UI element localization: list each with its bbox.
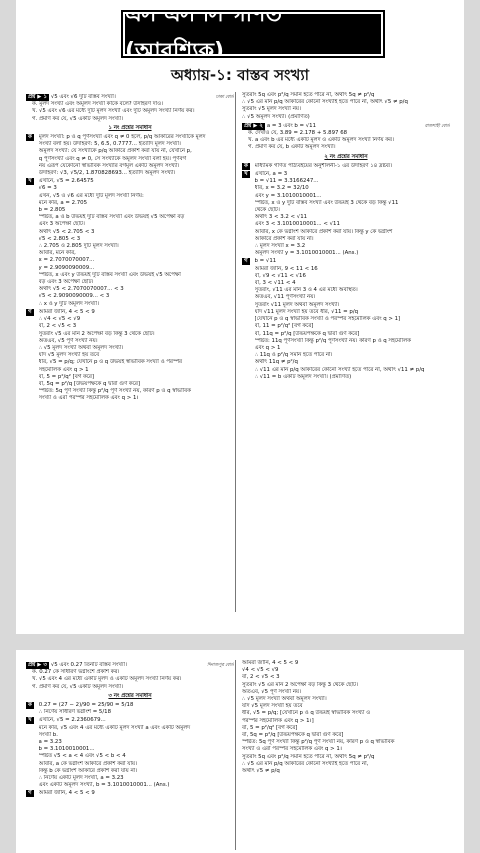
- sub-question: গ. প্রমাণ কর যে, √5 একটি অমূলদ সংখ্যা।: [32, 683, 124, 690]
- answer-part-tag: গ: [28, 790, 32, 797]
- answer-line: স্পষ্টত: 11q পূর্ণসংখ্যা কিন্তু p²/q পূর্ণসংখ্যা নয়। কারণ p ও q সহমৌলিক: [254, 337, 411, 344]
- answer-line: অর্থাৎ √5 < 2.7070070007... < 3: [38, 286, 124, 293]
- answer-part-tag: খ: [244, 171, 248, 178]
- question-text: a = 3 এবং b = √11: [266, 122, 317, 129]
- answer-lines: [39, 717, 234, 789]
- answer-line: এবং y = 3.1010010001...: [254, 192, 322, 199]
- answer-line: উদাহরণ: √3, √5/2, 1.870828693... ইত্যাদি অমূলদ সংখ্যা।: [38, 170, 176, 177]
- answer-line: অমূলদ সংখ্যা y = 3.1010010001... (Ans.): [254, 250, 359, 257]
- answer-line: কিন্তু b কে ভগ্নাংশ আকারে প্রকাশ করা যায় না।: [38, 767, 138, 774]
- answer-line: অর্থাৎ √5 < 2.705 < 3: [38, 228, 95, 235]
- answer-line: অর্থাৎ 11q ≠ p²/q: [254, 359, 298, 366]
- answer-lines: [39, 702, 234, 716]
- question-number-tag: প্রশ্ন ▶ ১: [28, 94, 47, 100]
- answer-line: b = 2.805: [38, 207, 66, 214]
- solution-line: বা, 5 = p²/q² [বর্গ করে]: [242, 724, 298, 731]
- answer-line: স্পষ্টত √5 < a < 4 এবং √5 < b < 4: [38, 753, 126, 760]
- answer-line: সহমৌলিক এবং q > 1: [38, 366, 89, 373]
- answer-line: y = 2.9090090009...: [38, 264, 95, 271]
- answer-line: আকারে প্রকাশ করা যায় না।: [254, 235, 314, 242]
- answer-lines: [39, 309, 234, 403]
- answer-line: বা, 5q = p²/q [উভয়পক্ষকে q দ্বারা গুণ করে]: [38, 380, 140, 387]
- answer-line: ধরি, √5 = p/q; যেখানে p ও q উভয়ই স্বাভাবিক সংখ্যা ও পরস্পর: [38, 359, 183, 366]
- answer-line: ∴ √11 এর মান p/q আকারের কোনো সংখ্যা হতে পারে না, অর্থাৎ √11 ≠ p/q: [254, 366, 425, 373]
- page1-right-column: [242, 92, 450, 381]
- page1-left-column: [26, 92, 234, 403]
- answer-lines: [39, 178, 234, 308]
- question-stem: [242, 123, 450, 130]
- answer-block: [26, 790, 234, 797]
- solution-line: √4 < √5 < √9: [242, 667, 279, 674]
- answer-line: বা, √9 < √11 < √16: [254, 272, 306, 279]
- solution-line: স্পষ্টত: 5q পূর্ণ সংখ্যা কিন্তু p²/q পূর্ণ সংখ্যা নয়, কারণ p ও q স্বাভাবিক: [242, 739, 395, 746]
- answer-block: [242, 163, 450, 170]
- answer-line: সুতরাং, √11 এর মান 3 ও 4 এর মধ্যে অবস্থিত।: [254, 287, 358, 294]
- answer-part-tag: ক: [28, 702, 32, 709]
- question-text: √5 এবং √6 দুটি বাস্তব সংখ্যা।: [50, 94, 116, 100]
- answer-line: বা, 3 < √11 < 4: [254, 280, 296, 287]
- answer-line: এখানে, √5 = 2.64575: [38, 178, 94, 185]
- answer-line: ∴ 11q ও p²/q সমান হতে পারে না।: [254, 352, 333, 359]
- answer-line: a = 3.23: [38, 739, 62, 746]
- answer-line: সুতরাং √5 এর মান 2 অপেক্ষা বড় কিন্তু 3 থেকে ছোট।: [38, 330, 155, 337]
- sub-question: ক. 0.27 কে সাধারণ ভগ্নাংশে প্রকাশ কর।: [32, 669, 120, 676]
- subject-banner: এস এস সি গণিত (আবশ্যিক): [123, 12, 383, 56]
- answer-line: ∴ √5 মূলদ সংখ্যা অথবা অমূলদ সংখ্যা।: [38, 344, 124, 351]
- question-source: ঢাকা বোর্ড: [215, 95, 234, 100]
- sub-question: গ. প্রমাণ কর যে, b একটি অমূলদ সংখ্যা।: [248, 144, 336, 151]
- answer-line: মূলদ সংখ্যা: p ও q পূর্ণসংখ্যা এবং q ≠ 0 হলে, p/q আকারের সংখ্যাকে মূলদ: [38, 134, 206, 141]
- answer-part-tag: খ: [28, 178, 32, 185]
- answer-line: ∴ x ও y দুটি অমূলদ সংখ্যা।: [38, 300, 99, 307]
- answer-line: সংখ্যা b.: [38, 731, 58, 738]
- answer-block: [26, 717, 234, 789]
- book-page-2: [16, 650, 464, 853]
- solution-line: সুতরাং √5 এর মান 2 অপেক্ষা বড় কিন্তু 3 থেকে ছোট।: [242, 681, 358, 688]
- chapter-title: অধ্যায়-১: বাস্তব সংখ্যা: [170, 66, 310, 84]
- answer-line: মনে করি, √5 এবং 4 এর মধ্যে একটি মূলদ সংখ্যা a এবং একটি অমূলদ: [38, 724, 191, 731]
- solution-line: সুতরাং 5q এবং p²/q সমান হতে পারে না, অর্থাৎ 5q ≠ p²/q: [242, 92, 375, 98]
- answer-line: b = √11 = 3.3166247...: [254, 178, 319, 185]
- solution-line: ∴ √5 অমূলদ সংখ্যা। (প্রমাণিত): [242, 113, 310, 120]
- answer-line: এবং একটি অমূলদ সংখ্যা, b = 3.1010010001... (Ans.): [38, 782, 170, 789]
- question-source: রাজশাহী বোর্ড: [424, 123, 450, 129]
- answer-lines: [39, 790, 234, 797]
- solution-line: পরস্পর সহমৌলিক এবং q > 1।]: [242, 717, 314, 724]
- answer-line: অমূলদ সংখ্যা: যে সংখ্যাকে p/q আকারে প্রকাশ করা যায় না, যেখানে p,: [38, 148, 192, 155]
- answer-line: ∴ √4 < √5 < √9: [38, 316, 81, 323]
- page2-right-column: [242, 660, 450, 775]
- answer-line: এবং q > 1: [254, 344, 281, 351]
- answer-line: আবার, a কে ভগ্নাংশ আকারে প্রকাশ করা যায়।: [38, 760, 138, 767]
- answer-line: নয় এরূপ যেকোনো স্বাভাবিক সংখ্যার বর্গমূল একটি অমূলদ সংখ্যা।: [38, 162, 180, 169]
- answer-line: যদি √5 মূলদ সংখ্যা হয় তবে: [38, 352, 100, 359]
- answer-block: [26, 702, 234, 716]
- sub-question: ক. মূলদ সংখ্যা এবং অমূলদ সংখ্যা কাকে বলে? উদাহরণ দাও।: [32, 101, 164, 108]
- question-stem: [26, 662, 234, 669]
- answer-lines: [255, 163, 450, 170]
- answer-line: √6 = 3: [38, 185, 57, 192]
- solution-line: সুতরাং √5 মূলদ সংখ্যা নয়।: [242, 106, 301, 113]
- solution-line: ∴ √5 এর মান p/q আকারের কোনো সংখ্যাই হতে পারে না,: [242, 760, 369, 767]
- answer-line: [যেখানে p ও q স্বাভাবিক সংখ্যা ও পরস্পর সহমৌলিক এবং q > 1]: [254, 316, 401, 323]
- answer-line: মনে করি, a = 2.705: [38, 199, 88, 206]
- answer-lines: [255, 171, 450, 257]
- answer-part-tag: খ: [28, 717, 32, 724]
- answer-line: x = 2.7070070007...: [38, 257, 95, 264]
- answer-line: ধরি, x = 3.2 = 32/10: [254, 185, 309, 192]
- solution-heading: ৩ নং প্রশ্নের সমাধান: [108, 692, 152, 699]
- answer-line: ∴ মূলদ সংখ্যা x = 3.2: [254, 243, 306, 250]
- answer-line: ∴ 2.705 ও 2.805 দুটি মূলদ সংখ্যা।: [38, 243, 119, 250]
- solution-line: অতএব, √5 পূর্ণ সংখ্যা নয়।: [242, 688, 302, 695]
- sub-question: ক. দেখাও যে, 3.89 = 2.178 + 5.897 68: [248, 130, 348, 137]
- answer-line: q পূর্ণসংখ্যা এবং q ≠ 0, সে সংখ্যাকে অমূলদ সংখ্যা বলা হয়। পূর্ণবর্গ: [38, 155, 186, 162]
- answer-part-tag: ক: [28, 134, 32, 141]
- answer-block: [242, 171, 450, 257]
- book-page-1: [16, 0, 464, 634]
- answer-lines: [39, 134, 234, 177]
- solution-heading: ১ নং প্রশ্নের সমাধান: [108, 124, 152, 131]
- answer-line: √5 < 2.9090090009... < 3: [38, 293, 110, 300]
- answer-line: মাধ্যমিক গণিত পাঠ্যবইয়ের অনুশীলনী-১ এর উদাহরণ ১৪ দ্রষ্টব্য।: [254, 162, 393, 169]
- solution-heading: ২ নং প্রশ্নের সমাধান: [324, 153, 368, 160]
- answer-line: বা, 11q = p²/q [উভয়পক্ষকে q দ্বারা গুণ করে]: [254, 330, 360, 337]
- sub-question: গ. প্রমাণ কর যে, √5 একটি অমূলদ সংখ্যা।: [32, 115, 124, 122]
- answer-line: বা, 11 = p²/q² [বর্গ করে]: [254, 323, 314, 330]
- answer-part-tag: ক: [244, 162, 248, 169]
- solution-line: ∴ √5 এর মান p/q আকারের কোনো সংখ্যাই হতে পারে না, অর্থাৎ √5 ≠ p/q: [242, 99, 408, 106]
- answer-line: সংখ্যা ও এরা পরস্পর সহমৌলিক এবং q > 1।: [38, 395, 139, 402]
- answer-line: এখানে, √5 = 2.2360679...: [38, 717, 106, 724]
- solution-line: সংখ্যা ও এরা পরস্পর সহমৌলিক এবং q > 1।: [242, 746, 342, 753]
- answer-line: এখন, √5 ও √6 এর মধ্যে দুটি মূলদ সংখ্যা নির্ণয়:: [38, 192, 144, 199]
- answer-line: b = √11: [254, 258, 277, 265]
- question-text: √5 এবং 0.27 তিনটি বাস্তব সংখ্যা।: [50, 662, 127, 668]
- answer-line: সুতরাং √11 মূলদ অথবা অমূলদ সংখ্যা।: [254, 301, 340, 308]
- question-number-tag: প্রশ্ন ▶ ২: [244, 122, 263, 129]
- answer-line: অতএব, √11 পূর্ণসংখ্যা নয়।: [254, 294, 316, 301]
- answer-line: ∴ নির্ণেয় সাধারণ ভগ্নাংশ = 5/18: [38, 709, 112, 716]
- answer-line: থেকে ছোট।: [254, 207, 280, 214]
- answer-line: b = 3.1010010001...: [38, 746, 95, 753]
- answer-line: অতএব, √5 পূর্ণ সংখ্যা নয়।: [38, 337, 98, 344]
- answer-line: 0.27 = (27 − 2)/90 = 25/90 = 5/18: [38, 702, 134, 709]
- answer-line: এখানে, a = 3: [254, 171, 288, 178]
- solution-line: বা, 2 < √5 < 3: [242, 674, 280, 681]
- answer-block: [26, 178, 234, 308]
- solution-line: আমরা জানি, 4 < 5 < 9: [242, 660, 299, 666]
- answer-line: আবার, x কে ভগ্নাংশ আকারে প্রকাশ করা যায়। কিন্তু y কে ভগ্নাংশ: [254, 228, 393, 235]
- answer-line: স্পষ্টত, x ও y দুটি বাস্তব সংখ্যা এবং উভয়ই 3 থেকে বড় কিন্তু √11: [254, 199, 399, 206]
- column-divider: [235, 92, 236, 612]
- answer-line: ∴ নির্ণেয় একটি মূলদ সংখ্যা, a = 3.23: [38, 775, 124, 782]
- answer-line: আমরা জানি, 4 < 5 < 9: [38, 308, 95, 315]
- answer-line: সংখ্যা বলা হয়। উদাহরণ: 5, 6.5, 0.7777... ইত্যাদি মূলদ সংখ্যা।: [38, 141, 181, 148]
- answer-line: এবং 3 < 3.1010010001... < √11: [254, 221, 340, 228]
- sub-question: খ. a এবং b এর মধ্যে একটি মূলদ ও একটি অমূলদ সংখ্যা নির্ণয় কর।: [248, 137, 394, 144]
- answer-line: এবং 3 অপেক্ষা ছোট।: [38, 221, 85, 228]
- sub-question: খ. √5 এবং √6 এর মধ্যে দুটি মূলদ সংখ্যা এবং দুটি অমূলদ সংখ্যা নির্ণয় কর।: [32, 108, 195, 115]
- answer-lines: [255, 258, 450, 380]
- sub-question: খ. √5 এবং 4 এর মধ্যে একটি মূলদ ও একটি অমূলদ সংখ্যা নির্ণয় কর।: [32, 676, 182, 683]
- answer-line: ∴ √11 = b একটি অমূলদ সংখ্যা। (প্রমাণিত): [254, 373, 352, 380]
- answer-line: যদি √11 মূলদ সংখ্যা হয় তবে ধরি, √11 = p/q: [254, 308, 359, 315]
- answer-line: স্পষ্টত: 5q পূর্ণ সংখ্যা কিন্তু p²/q পূর্ণ সংখ্যা নয়, কারণ p ও q স্বাভাবিক: [38, 388, 191, 395]
- answer-line: বা, 5 = p²/q² [বর্গ করে]: [38, 373, 94, 380]
- question-source: দিনাজপুর বোর্ড: [207, 663, 234, 668]
- answer-line: আবার, মনে করি,: [38, 250, 76, 257]
- solution-line: ∴ √5 মূলদ সংখ্যা অথবা অমূলদ সংখ্যা।: [242, 696, 327, 703]
- answer-block: [26, 134, 234, 177]
- answer-line: স্পষ্টত, a ও b উভয়ই দুটি বাস্তব সংখ্যা এবং উভয়ই √5 অপেক্ষা বড়: [38, 214, 185, 221]
- answer-line: অর্থাৎ 3 < 3.2 < √11: [254, 214, 308, 221]
- answer-line: বা, 2 < √5 < 3: [38, 323, 77, 330]
- solution-line: সুতরাং 5q এবং p²/q সমান হতে পারে না, অর্থাৎ 5q ≠ p²/q: [242, 753, 375, 760]
- answer-line: বড় এবং 3 অপেক্ষা ছোট।: [38, 279, 94, 286]
- solution-line: যদি √5 মূলদ সংখ্যা হয় তবে: [242, 703, 303, 710]
- solution-line: অর্থাৎ √5 ≠ p/q: [242, 768, 280, 775]
- answer-line: আমরা জানি, 4 < 5 < 9: [38, 790, 95, 797]
- solution-line: ধরি, √5 = p/q; [যেখানে p ও q উভয়ই স্বাভাবিক সংখ্যা ও: [242, 710, 371, 717]
- answer-part-tag: গ: [28, 308, 32, 315]
- answer-block: [242, 258, 450, 380]
- page2-left-column: [26, 660, 234, 798]
- answer-part-tag: গ: [244, 258, 248, 265]
- answer-line: √5 < 2.805 < 3: [38, 235, 81, 242]
- question-stem: [26, 94, 234, 101]
- column-divider: [235, 660, 236, 850]
- solution-line: বা, 5q = p²/q [উভয়পক্ষকে q দ্বারা গুণ করে]: [242, 732, 344, 739]
- answer-line: আমরা জানি, 9 < 11 < 16: [254, 265, 318, 272]
- question-number-tag: প্রশ্ন ▶ ৩: [28, 662, 47, 668]
- answer-block: [26, 309, 234, 403]
- answer-line: স্পষ্টত, x এবং y উভয়ই দুটি বাস্তব সংখ্যা এবং উভয়ই √5 অপেক্ষা: [38, 271, 181, 278]
